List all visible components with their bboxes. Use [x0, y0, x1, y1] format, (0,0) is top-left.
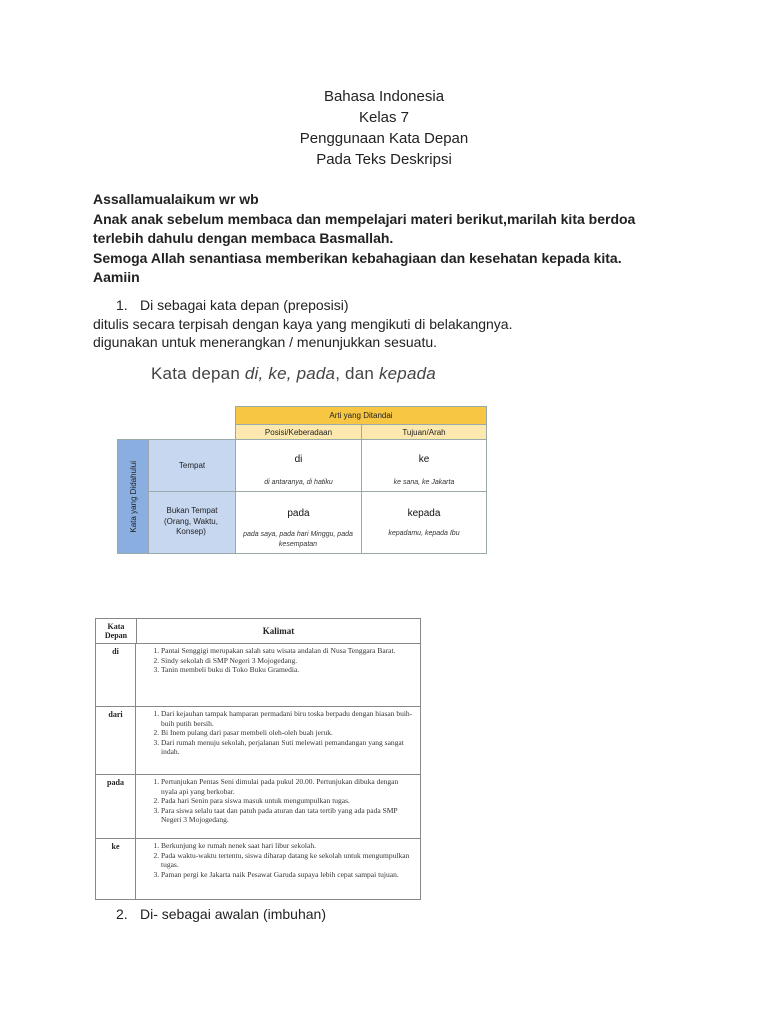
section-2	[93, 905, 326, 923]
preposition-meaning-figure	[113, 362, 493, 558]
cell-ke: ke ke sana, ke Jakarta	[361, 439, 487, 492]
row-sentences	[137, 839, 420, 899]
cell-pada: pada pada saya, pada hari Minggu, pada kesempatan	[235, 491, 362, 554]
sentence: 1. Pantai Senggigi merupakan salah satu wisata andalan di Nusa Tenggara Barat.	[161, 646, 416, 656]
row-bukan-tempat-label: Bukan Tempat (Orang, Waktu, Konsep)	[148, 491, 236, 554]
section-2-heading: Di- sebagai awalan (imbuhan)	[140, 906, 326, 922]
sentence: 3. Para siswa selalu taat dan patuh pada aturan dan tata tertib yang ada pada SMP Negeri 3 Mojogedang.	[161, 806, 416, 825]
sentence: 3. Tanin membeli buku di Toko Buku Gramedia.	[161, 665, 416, 675]
row-key: pada	[96, 775, 136, 838]
sentence: 1. Berkunjung ke rumah nenek saat hari libur sekolah.	[161, 841, 416, 851]
table-row	[96, 775, 420, 839]
greeting-salam: Assallamualaikum wr wb	[93, 191, 259, 207]
table-row	[96, 839, 420, 899]
section-1-number: 1.	[116, 297, 128, 313]
sentence: 2. Pada hari Senin para siswa masuk untuk mengumpulkan tugas.	[161, 796, 416, 806]
sentence: 2. Pada waktu-waktu tertentu, siswa diharap datang ke sekolah untuk mengumpulkan tugas.	[161, 851, 416, 870]
section-1-heading-text: Di sebagai kata depan (preposisi)	[140, 297, 349, 313]
sentence: 1. Dari kejauhan tampak hamparan permadani biru toska berpadu dengan hiasan buih-buih putih bersih.	[161, 709, 416, 728]
table-header	[96, 619, 420, 644]
sentence: 2. Sindy sekolah di SMP Negeri 3 Mojogedang.	[161, 656, 416, 666]
section-1	[93, 296, 653, 352]
sentence: 1. Pertunjukan Pentas Seni dimulai pada pukul 20.00. Pertunjukan dibuka dengan nyala api yang berkobar.	[161, 777, 416, 796]
row-sentences	[137, 775, 420, 838]
cell-di: di di antaranya, di hatiku	[235, 439, 362, 492]
row-key: ke	[96, 839, 136, 899]
table-row	[96, 644, 420, 707]
section-1-line-1: ditulis secara terpisah dengan kaya yang mengikuti di belakangnya.	[93, 315, 513, 332]
example-sentence-table	[95, 618, 421, 900]
row-sentences	[137, 707, 420, 774]
header-tujuan: Tujuan/Arah	[361, 424, 487, 440]
greeting-paragraph	[93, 190, 653, 288]
header-kata-depan: Kata Depan	[96, 619, 137, 643]
figure-title-italic-1: di, ke, pada	[244, 364, 336, 383]
document-title	[0, 86, 768, 170]
table-row	[96, 707, 420, 775]
figure-title-prefix: Kata depan	[151, 364, 245, 383]
title-line-topic: Penggunaan Kata Depan	[299, 130, 469, 147]
title-line-subtopic: Pada Teks Deskripsi	[316, 151, 452, 168]
row-key: di	[96, 644, 136, 706]
section-2-number: 2.	[116, 906, 128, 922]
cell-kepada: kepada kepadamu, kepada Ibu	[361, 491, 487, 554]
header-kalimat: Kalimat	[262, 626, 295, 636]
row-key: dari	[96, 707, 136, 774]
header-arti: Arti yang Ditandai	[235, 406, 487, 425]
greeting-prayer-invite: Anak anak sebelum membaca dan mempelajari materi berikut,marilah kita berdoa terlebih dahulu dengan membaca Basmallah.	[93, 210, 636, 246]
section-1-heading	[93, 296, 653, 315]
sentence: 3. Dari rumah menuju sekolah, perjalanan Suti melewati pemandangan yang sangat indah.	[161, 738, 416, 757]
title-line-subject: Bahasa Indonesia	[323, 88, 445, 105]
section-1-line-2: digunakan untuk menerangkan / menunjukkan sesuatu.	[93, 334, 438, 350]
figure-title	[151, 364, 436, 384]
row-tempat-label: Tempat	[148, 439, 236, 492]
side-label: Kata yang Didahului	[117, 439, 149, 554]
figure-title-mid: , dan	[335, 364, 379, 383]
title-line-grade: Kelas 7	[358, 109, 410, 126]
header-posisi: Posisi/Keberadaan	[235, 424, 362, 440]
sentence: 2. Bi Inem pulang dari pasar membeli oleh-oleh buah jeruk.	[161, 728, 416, 738]
sentence: 3. Paman pergi ke Jakarta naik Pesawat Garuda supaya lebih cepat sampai tujuan.	[161, 870, 416, 880]
row-sentences	[137, 644, 420, 706]
figure-title-italic-2: kepada	[378, 364, 436, 383]
greeting-blessing: Semoga Allah senantiasa memberikan kebahagiaan dan kesehatan kepada kita. Aamiin	[93, 249, 622, 285]
